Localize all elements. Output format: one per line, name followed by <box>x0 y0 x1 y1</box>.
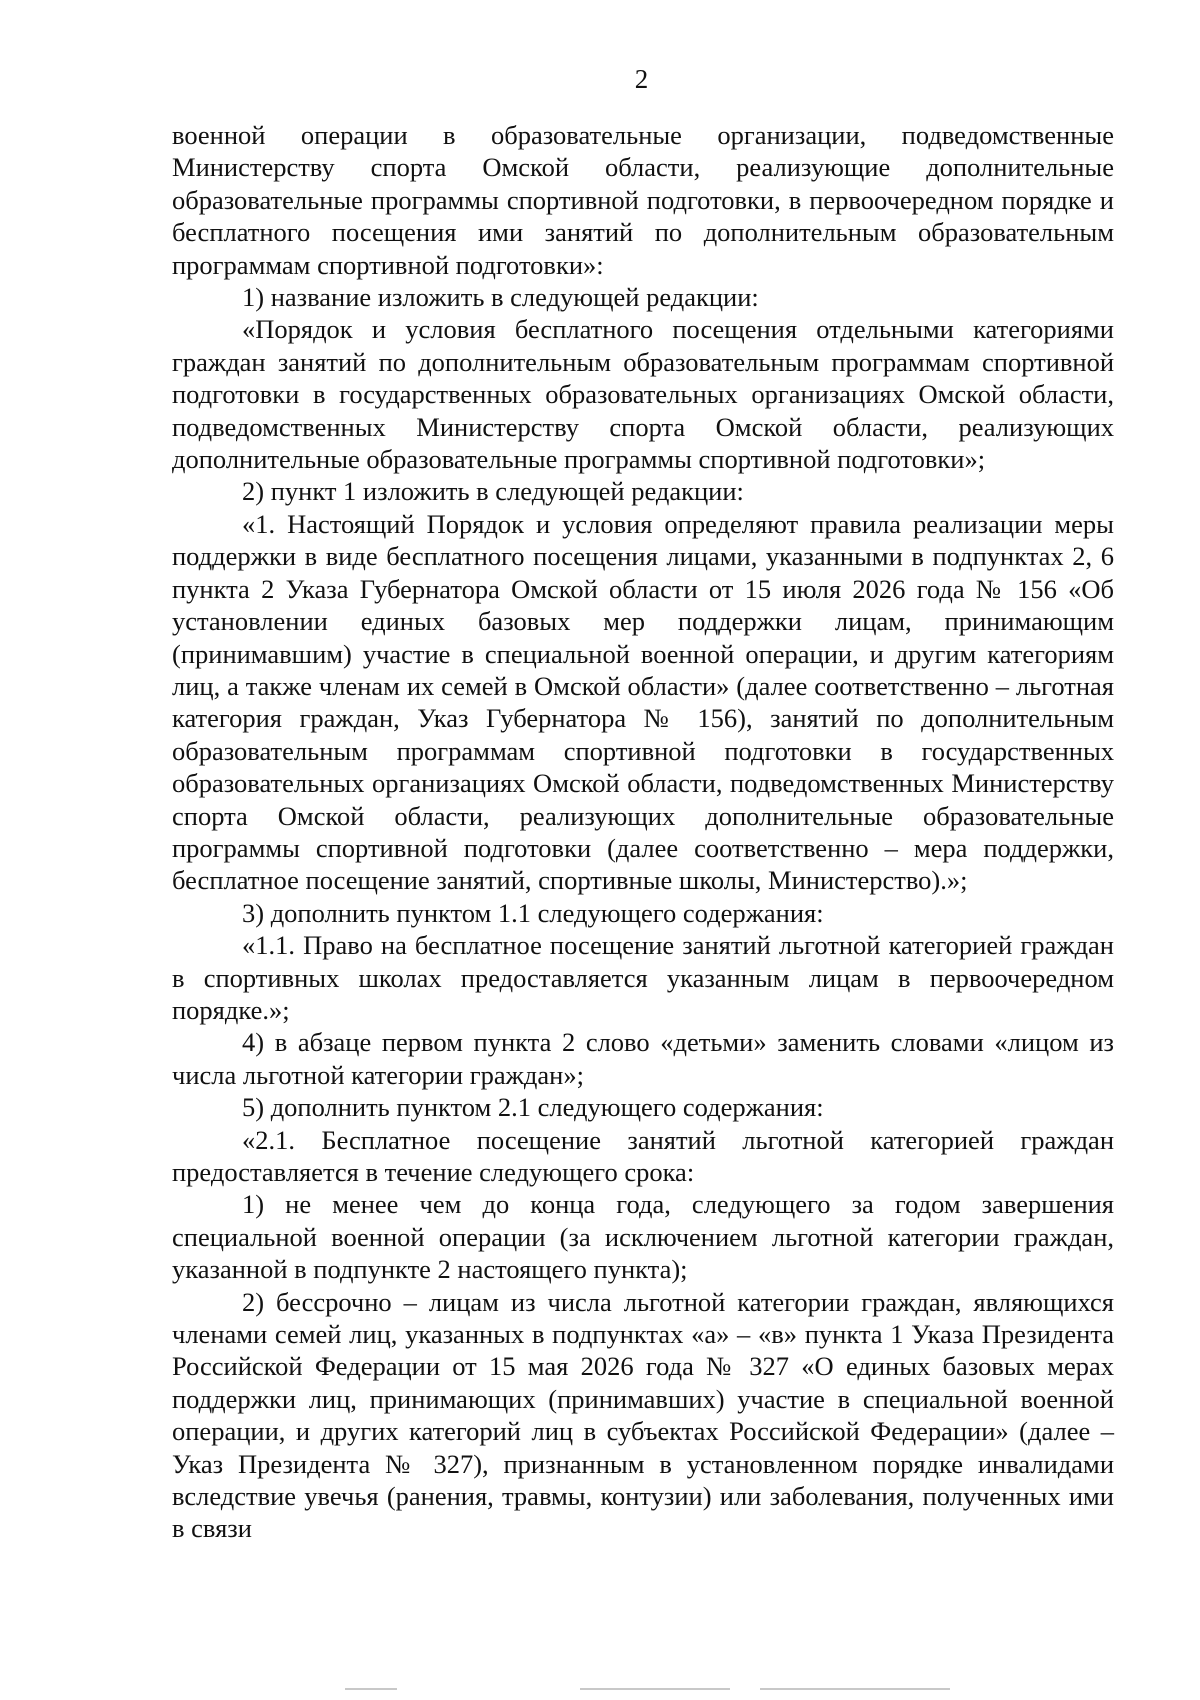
paragraph-9: 5) дополнить пунктом 2.1 следующего содержания: <box>242 1092 824 1123</box>
page-number: 2 <box>634 64 649 94</box>
scan-artifact-line <box>345 1688 397 1690</box>
paragraph-8: 4) в абзаце первом пункта 2 слово «детьми» заменить словами «лицом из числа льготной категории граждан»; <box>172 1027 1114 1090</box>
paragraph-10: «2.1. Бесплатное посещение занятий льготной категорией граждан предоставляется в течение следующего срока: <box>172 1124 1114 1187</box>
document-body <box>172 119 1114 1545</box>
paragraph-5: «1. Настоящий Порядок и условия определяют правила реализации меры поддержки в виде бесплатного посещения лицами, указанными в подпунктах 2, 6 пункта 2 Указа Губернатора Омской области от 15 июля 2026 года № 156 «Об установлении единых базовых мер поддержки лицам, принимающим (принимавшим) участие в специальной военной операции, и другим категориям лиц, а также членам их семей в Омской области» (далее соответственно – льготная категория граждан, Указ Губернатора № 156), занятий по дополнительным образовательным программам спортивной подготовки в государственных образовательных организациях Омской области, подведомственных Министерству спорта Омской области, реализующих дополнительные образовательные программы спортивной подготовки (далее соответственно – мера поддержки, бесплатное посещение занятий, спортивные школы, Министерство).»; <box>172 508 1114 896</box>
paragraph-4: 2) пункт 1 изложить в следующей редакции: <box>242 476 744 507</box>
paragraph-3: «Порядок и условия бесплатного посещения отдельными категориями граждан занятий по дополнительным образовательным программам спортивной подготовки в государственных образовательных организациях Омской области, подведомственных Министерству спорта Омской области, реализующих дополнительные образовательные программы спортивной подготовки»; <box>172 314 1114 475</box>
paragraph-12: 2) бессрочно – лицам из числа льготной категории граждан, являющихся членами семей лиц, указанных в подпунктах «а» – «в» пункта 1 Указа Президента Российской Федерации от 15 мая 2026 года № 327 «О единых базовых мерах поддержки лиц, принимающих (принимавших) участие в специальной военной операции, и других категорий лиц в субъектах Российской Федерации» (далее – Указ Президента № 327), признанным в установленном порядке инвалидами вследствие увечья (ранения, травмы, контузии) или заболевания, полученных ими в связи <box>172 1286 1114 1544</box>
paragraph-7: «1.1. Право на бесплатное посещение занятий льготной категорией граждан в спортивных школах предоставляется указанным лицам в первоочередном порядке.»; <box>172 930 1114 1025</box>
paragraph-6: 3) дополнить пунктом 1.1 следующего содержания: <box>242 897 824 928</box>
scan-artifact-line <box>580 1688 730 1690</box>
paragraph-2: 1) название изложить в следующей редакции: <box>242 282 759 313</box>
scan-artifact-line <box>760 1688 950 1690</box>
paragraph-1: военной операции в образовательные организации, подведомственные Министерству спорта Омской области, реализующие дополнительные образовательные программы спортивной подготовки, в первоочередном порядке и бесплатного посещения ими занятий по дополнительным образовательным программам спортивной подготовки»: <box>172 120 1114 280</box>
paragraph-11: 1) не менее чем до конца года, следующего за годом завершения специальной военной операции (за исключением льготной категории граждан, указанной в подпункте 2 настоящего пункта); <box>172 1189 1114 1285</box>
